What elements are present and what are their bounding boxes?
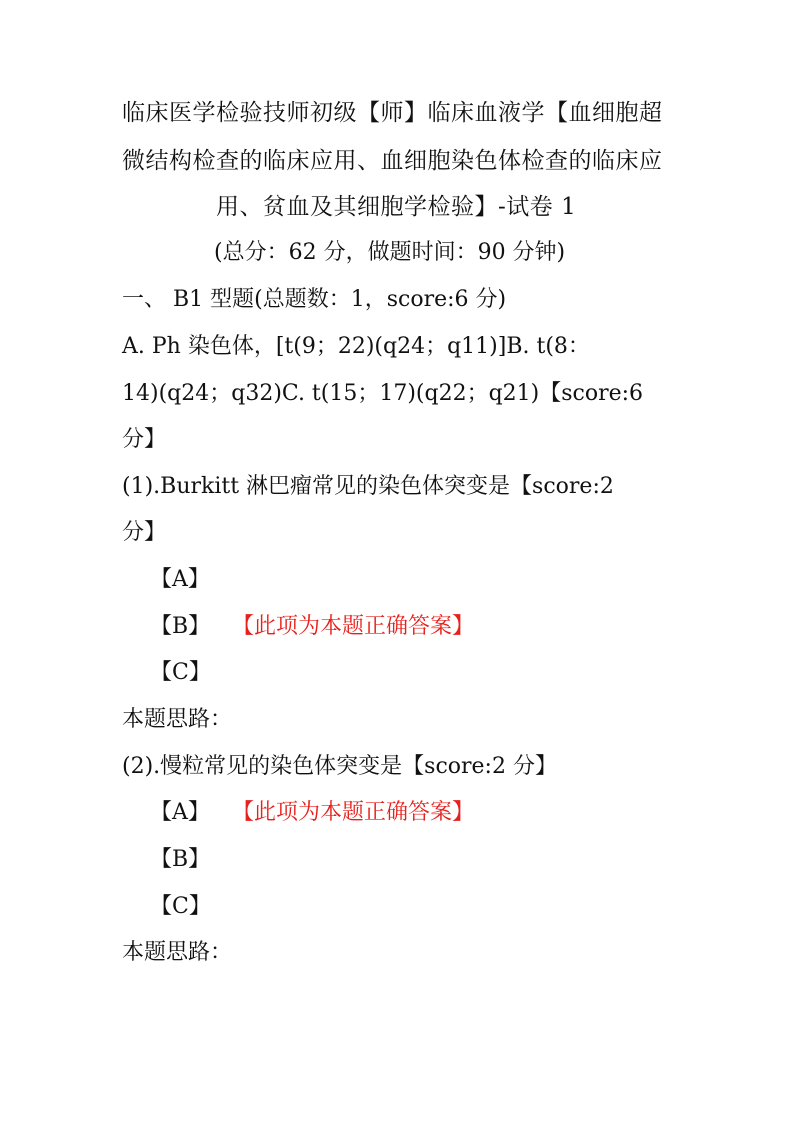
question-1-explanation-label: 本题思路： [122, 707, 233, 732]
question-2-option-b[interactable] [150, 845, 232, 875]
question-2-option-a[interactable] [150, 798, 474, 828]
question-1-text: (1).Burkitt 淋巴瘤常见的染色体突变是【score:2 [122, 474, 614, 499]
title-line-1: 临床医学检验技师初级【师】临床血液学【血细胞超 [122, 100, 663, 126]
correct-answer-note: 【此项为本题正确答案】 [232, 800, 475, 825]
question-2-text: (2).慢粒常见的染色体突变是【score:2 分】 [122, 754, 557, 779]
question-1-option-a[interactable] [150, 565, 232, 595]
section-heading: 一、 B1 型题(总题数：1，score:6 分) [122, 287, 507, 312]
question-2-explanation-label: 本题思路： [122, 940, 233, 965]
stem-line-2: 14)(q24；q32)C. t(15；17)(q22；q21)【score:6 [122, 381, 644, 406]
option-tag: 【A】 [150, 567, 210, 592]
question-1-text-cont: 分】 [122, 520, 167, 545]
title-line-3: 用、贫血及其细胞学检验】-试卷 1 [216, 194, 577, 220]
option-tag: 【B】 [150, 847, 211, 872]
question-1-option-b[interactable] [150, 612, 474, 642]
exam-meta: (总分：62 分，做题时间：90 分钟) [214, 240, 566, 265]
option-tag: 【B】 [150, 614, 211, 639]
title-line-2: 微结构检查的临床应用、血细胞染色体检查的临床应 [122, 148, 663, 174]
option-tag: 【C】 [150, 894, 211, 919]
option-tag: 【A】 [150, 800, 210, 825]
question-1-option-c[interactable] [150, 658, 232, 688]
stem-line-1: A. Ph 染色体，[t(9；22)(q24；q11)]B. t(8： [122, 334, 590, 359]
question-2-option-c[interactable] [150, 892, 232, 922]
stem-line-3: 分】 [122, 427, 167, 452]
option-tag: 【C】 [150, 660, 211, 685]
correct-answer-note: 【此项为本题正确答案】 [232, 614, 475, 639]
